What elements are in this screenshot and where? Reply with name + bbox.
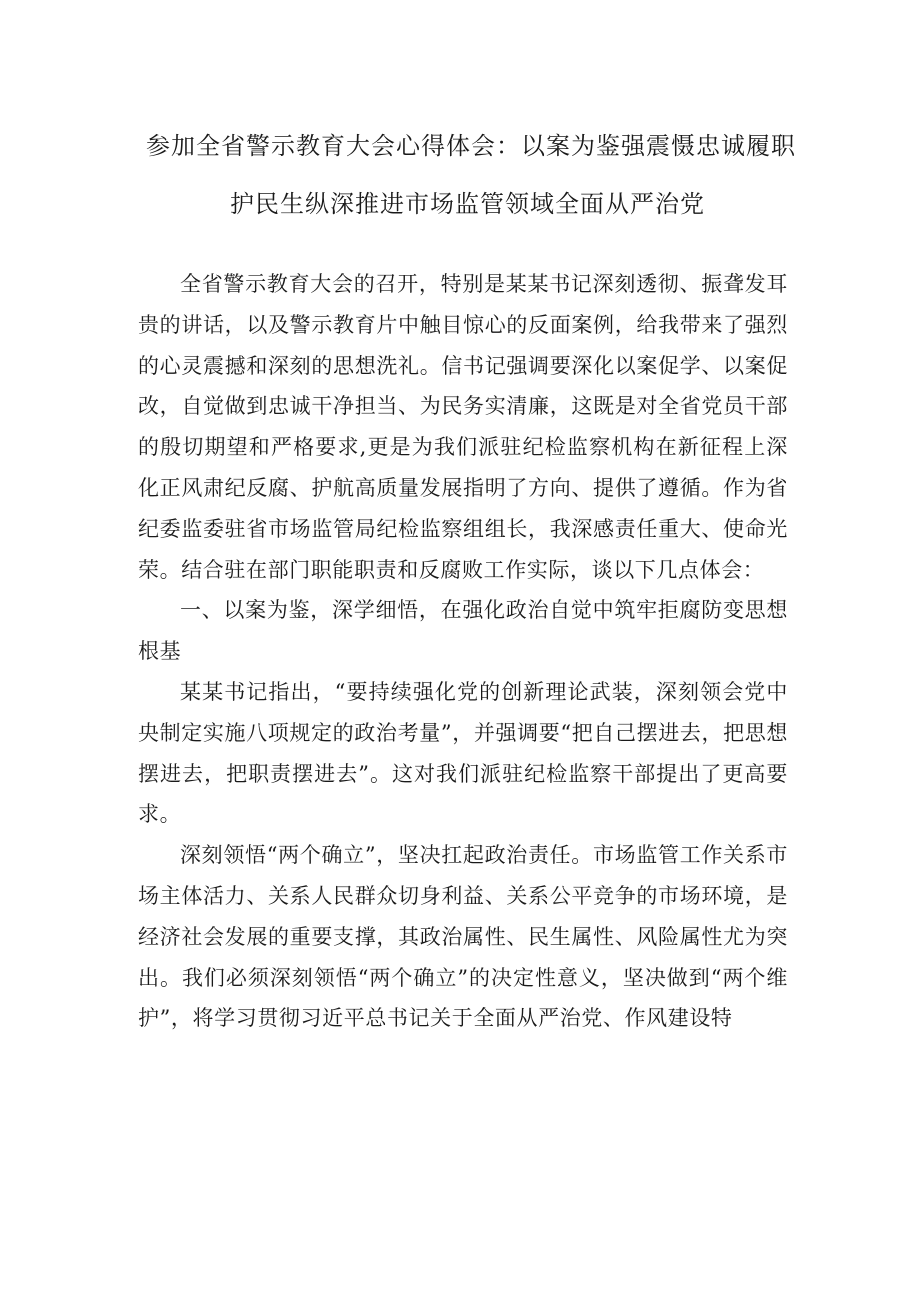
document-title-line-1: 参加全省警示教育大会心得体会：以案为鉴强震慑忠诚履职 bbox=[146, 132, 796, 160]
paragraph-intro: 全省警示教育大会的召开，特别是某某书记深刻透彻、振聋发耳贵的讲话，以及警示教育片中触目惊心的反面案例，给我带来了强烈的心灵震撼和深刻的思想洗礼。信书记强调要深化以案促学、以案促改，自觉做到忠诚干净担当、为民务实清廉，这既是对全省党员干部的殷切期望和严格要求,更是为我们派驻纪检监察机构在新征程上深化正风肃纪反腐、护航高质量发展指明了方向、提供了遵循。作为省纪委监委驻省市场监管局纪检监察组组长，我深感责任重大、使命光荣。结合驻在部门职能职责和反腐败工作实际，谈以下几点体会： bbox=[138, 272, 788, 582]
document-body bbox=[138, 264, 788, 1039]
paragraph-two-establishments: 深刻领悟“两个确立”，坚决扛起政治责任。市场监管工作关系市场主体活力、关系人民群众切身利益、关系公平竞争的市场环境，是经济社会发展的重要支撑，其政治属性、民生属性、风险属性尤为突出。我们必须深刻领悟“两个确立”的决定性意义，坚决做到“两个维护”，将学习贯彻习近平总书记关于全面从严治党、作风建设特 bbox=[138, 843, 788, 1031]
document-title-line-2: 护民生纵深推进市场监管领域全面从严治党 bbox=[230, 190, 705, 218]
section-heading-1: 一、以案为鉴，深学细悟，在强化政治自觉中筑牢拒腐防变思想根基 bbox=[138, 598, 788, 664]
paragraph-quote: 某某书记指出，“要持续强化党的创新理论武装，深刻领会党中央制定实施八项规定的政治考量”，并强调要“把自己摆进去，把思想摆进去，把职责摆进去”。这对我们派驻纪检监察干部提出了更高要求。 bbox=[138, 679, 788, 827]
